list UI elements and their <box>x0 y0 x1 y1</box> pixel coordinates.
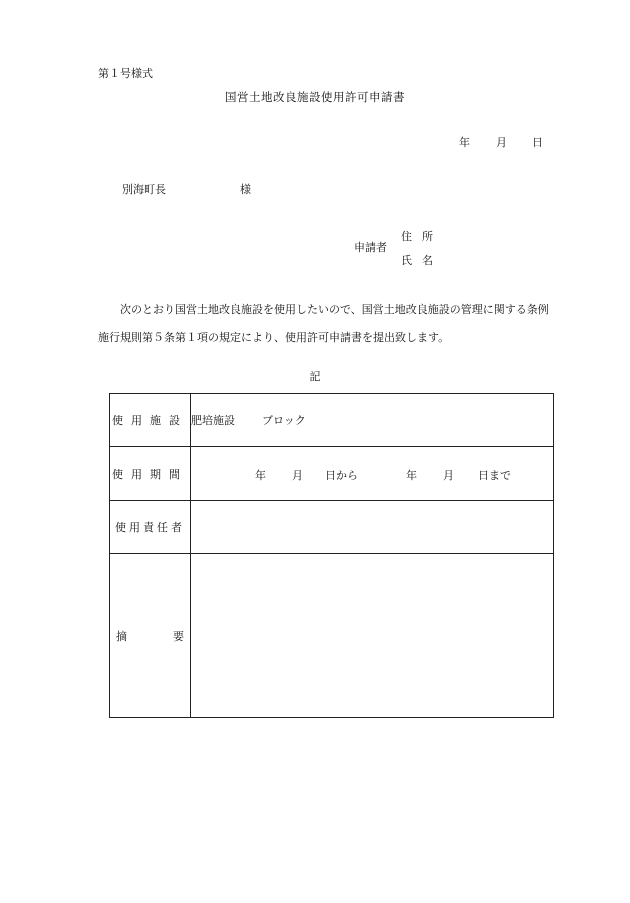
period-to-day: 日まで <box>478 469 511 482</box>
summary-label-a: 摘 <box>116 629 127 643</box>
manager-row <box>110 501 554 554</box>
period-value[interactable] <box>191 447 554 501</box>
manager-label: 使用責任者 <box>110 501 191 554</box>
summary-value[interactable] <box>191 554 554 718</box>
application-table <box>109 393 554 718</box>
period-to-year: 年 <box>406 469 417 482</box>
addressee: 別海町長 <box>122 183 166 196</box>
facility-label: 使用施設 <box>110 394 191 447</box>
form-number: 第１号様式 <box>98 67 153 80</box>
facility-block: ブロック <box>262 414 306 427</box>
manager-value[interactable] <box>191 501 554 554</box>
summary-label <box>110 554 191 718</box>
facility-row <box>110 394 554 447</box>
ki-heading: 記 <box>309 370 321 383</box>
period-row <box>110 447 554 501</box>
period-label: 使用期間 <box>110 447 191 501</box>
facility-name: 肥培施設 <box>191 414 235 427</box>
period-from-day: 日から <box>325 469 358 482</box>
period-to-month: 月 <box>443 469 454 482</box>
summary-row <box>110 554 554 718</box>
applicant-label: 申請者 <box>354 241 387 254</box>
facility-value[interactable] <box>191 394 554 447</box>
period-from-year: 年 <box>255 469 266 482</box>
date-year: 年 <box>459 136 470 149</box>
date-month: 月 <box>496 136 507 149</box>
name-label: 氏名 <box>401 254 443 267</box>
period-from-month: 月 <box>292 469 303 482</box>
address-label: 住所 <box>401 230 443 243</box>
honorific: 様 <box>240 183 251 196</box>
body-text: 次のとおり国営土地改良施設を使用したいので、国営土地改良施設の管理に関する条例施行規則第５条第１項の規定により、使用許可申請書を提出致します。 <box>98 303 549 344</box>
date-day: 日 <box>532 136 543 149</box>
document-title: 国営土地改良施設使用許可申請書 <box>225 90 405 104</box>
summary-label-b: 要 <box>173 629 184 643</box>
